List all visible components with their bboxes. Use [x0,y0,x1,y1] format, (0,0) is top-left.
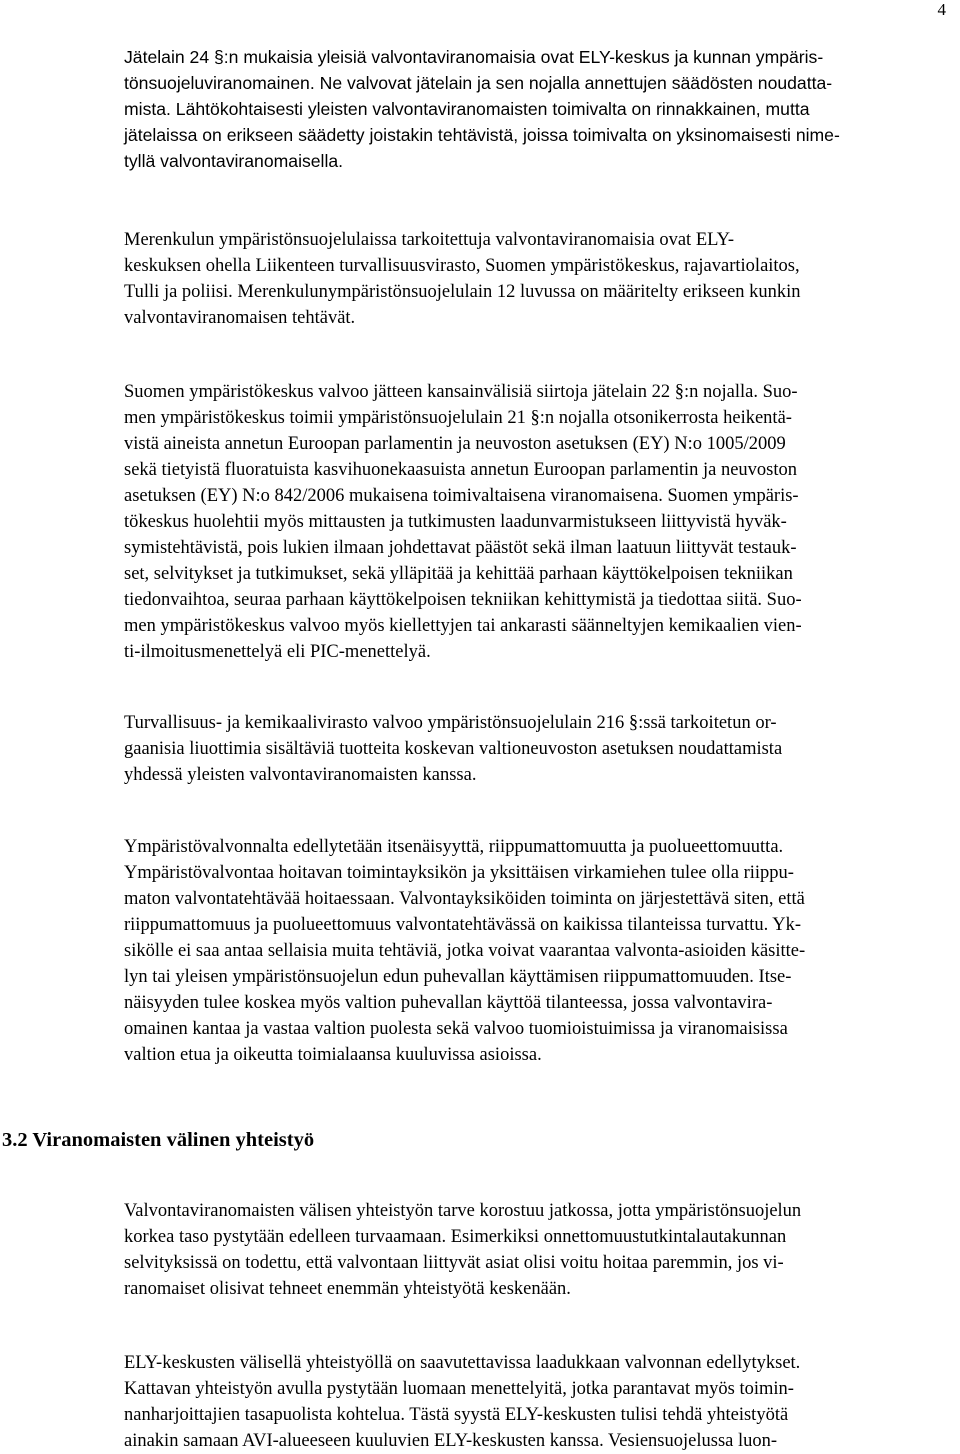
text-line: näisyyden tulee koskea myös valtion puhevallan käyttöä tilanteessa, jossa valvontavira- [124,993,773,1013]
text-line: omainen kantaa ja vastaa valtion puolesta sekä valvoo tuomioistuimissa ja viranomaisissa [124,1019,788,1039]
paragraph-maritime-authorities [124,227,956,331]
text-line: asetuksen (EY) N:o 842/2006 mukaisena toimivaltaisena viranomaisena. Suomen ympäris- [124,486,799,506]
paragraph-syke-duties [124,379,956,665]
text-line: yhdessä yleisten valvontaviranomaisten kanssa. [124,765,477,785]
text-line: set, selvitykset ja tutkimukset, sekä ylläpitää ja kehittää parhaan käyttökelpoisen tekniikan [124,564,793,584]
text-line: sekä tietyistä fluoratuista kasvihuonekaasuista annetun Euroopan parlamentin ja neuvoston [124,460,798,480]
text-line: Kattavan yhteistyön avulla pystytään luomaan menettelyitä, jotka parantavat myös toimin- [124,1379,794,1399]
text-line: maton valvontatehtävää hoitaessaan. Valvontayksiköiden toiminta on järjestettävä siten, että [124,889,805,909]
paragraph-ely-cooperation [124,1350,956,1454]
text-line: vistä aineista annetun Euroopan parlamentin ja neuvoston asetuksen (EY) N:o 1005/2009 [124,434,786,454]
text-line: ranomaiset olisivat tehneet enemmän yhteistyötä keskenään. [124,1279,571,1299]
text-line: Valvontaviranomaisten välisen yhteistyön tarve korostuu jatkossa, jotta ympäristönsuojelun [124,1201,802,1221]
text-line: Suomen ympäristökeskus valvoo jätteen kansainvälisiä siirtoja jätelain 22 §:n nojalla. Suo- [124,382,798,402]
text-line: valvontaviranomaisen tehtävät. [124,308,356,328]
text-line: ti-ilmoitusmenettelyä eli PIC-menettelyä. [124,642,431,662]
text-line: sikölle ei saa antaa sellaisia muita tehtäviä, jotka voivat vaarantaa valvonta-asioiden käsitte- [124,941,806,961]
text-line: Merenkulun ympäristönsuojelulaissa tarkoitettuja valvontaviranomaisia ovat ELY- [124,230,735,250]
text-line: Jätelain 24 §:n mukaisia yleisiä valvontaviranomaisia ovat ELY-keskus ja kunnan ympäris- [124,47,824,67]
section-heading: 3.2 Viranomaisten välinen yhteistyö [2,1129,315,1151]
paragraph-cooperation-need [124,1198,956,1302]
paragraph-general-authority-competence [124,96,956,174]
text-line: tönsuojeluviranomainen. Ne valvovat jätelain ja sen nojalla annettujen säädösten noudatta- [124,73,833,93]
text-line: mista. Lähtökohtaisesti yleisten valvontaviranomaisten toimivalta on rinnakkainen, mutta [124,99,810,119]
text-line: gaanisia liuottimia sisältäviä tuotteita koskevan valtioneuvoston asetuksen noudattamista [124,739,783,759]
text-line: Ympäristövalvonnalta edellytetään itsenäisyyttä, riippumattomuutta ja puolueettomuutta. [124,837,784,857]
text-line: riippumattomuus ja puolueettomuus valvontatehtävässä on kaikissa tilanteissa turvattu. Yk- [124,915,802,935]
text-line: nanharjoittajien tasapuolista kohtelua. Tästä syystä ELY-keskusten tulisi tehdä yhteistyötä [124,1405,789,1425]
text-line: valtion etua ja oikeutta toimialaansa kuuluvissa asioissa. [124,1045,542,1065]
text-line: ELY-keskusten välisellä yhteistyöllä on saavutettavissa laadukkaan valvonnan edellytykset. [124,1353,801,1373]
page-number: 4 [937,0,946,19]
text-line: tökeskus huolehtii myös mittausten ja tutkimusten laadunvarmistukseen liittyvistä hyväk- [124,512,787,532]
paragraph-tukes-supervision [124,710,956,788]
paragraph-independence [124,834,956,1068]
text-line: tyllä valvontaviranomaisella. [124,151,344,171]
text-line: Tulli ja poliisi. Merenkulunympäristönsuojelulain 12 luvussa on määritelty erikseen kunkin [124,282,801,302]
text-line: men ympäristökeskus toimii ympäristönsuojelulain 21 §:n nojalla otsonikerrosta heikentä- [124,408,792,428]
text-line: selvityksissä on todettu, että valvontaan liittyvät asiat olisi voitu hoitaa paremmin, jos vi- [124,1253,784,1273]
text-line: keskuksen ohella Liikenteen turvallisuusvirasto, Suomen ympäristökeskus, rajavartiolaitos, [124,256,800,276]
text-line: men ympäristökeskus valvoo myös kiellettyjen tai ankarasti säänneltyjen kemikaalien vien- [124,616,802,636]
text-line: jätelaissa on erikseen säädetty joistakin tehtävistä, joissa toimivalta on yksinomaisesti nime- [124,125,840,145]
paragraph-ely-municipal-authorities [124,44,956,96]
text-line: korkea taso pystytään edelleen turvaamaan. Esimerkiksi onnettomuustutkintalautakunnan [124,1227,787,1247]
text-line: Ympäristövalvontaa hoitavan toimintayksikön ja yksittäisen virkamiehen tulee olla riippu- [124,863,794,883]
text-line: symistehtävistä, pois lukien ilmaan johdettavat päästöt sekä ilman laatuun liittyvät testauk- [124,538,797,558]
text-line: lyn tai yleisen ympäristönsuojelun edun puhevallan käyttämisen riippumattomuuden. Itse- [124,967,792,987]
text-line: tiedonvaihtoa, seuraa parhaan käyttökelpoisen tekniikan kehittymistä ja tiedottaa siitä. Suo- [124,590,802,610]
text-line: ainakin samaan AVI-alueeseen kuuluvien ELY-keskusten kanssa. Vesiensuojelussa luon- [124,1431,778,1451]
text-line: Turvallisuus- ja kemikaalivirasto valvoo ympäristönsuojelulain 216 §:ssä tarkoitetun or- [124,713,777,733]
